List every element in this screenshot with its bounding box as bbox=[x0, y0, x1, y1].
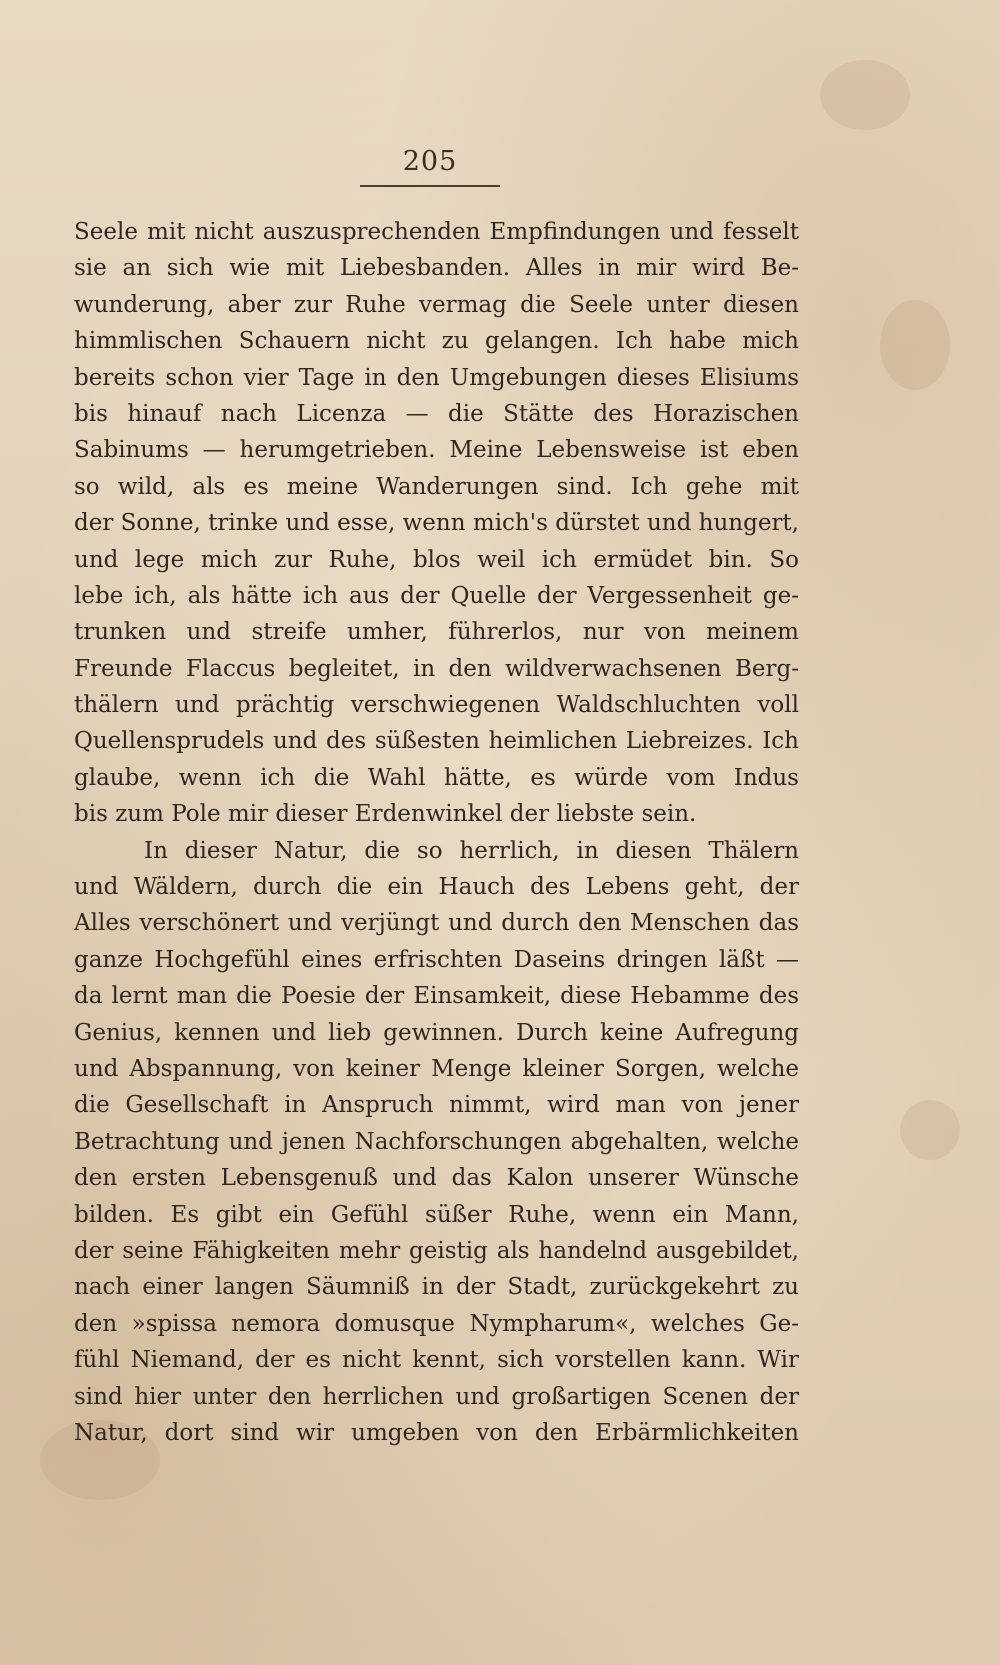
text-line: Freunde Flaccus begleitet, in den wildverwachsenen Berg- bbox=[74, 655, 799, 682]
text-line: Betrachtung und jenen Nachforschungen abgehalten, welche bbox=[74, 1128, 799, 1155]
text-line: die Gesellschaft in Anspruch nimmt, wird man von jener bbox=[74, 1092, 799, 1119]
text-line: glaube, wenn ich die Wahl hätte, es würde vom Indus bbox=[74, 764, 799, 791]
text-line: der seine Fähigkeiten mehr geistig als handelnd ausgebildet, bbox=[74, 1237, 799, 1264]
text-line: lebe ich, als hätte ich aus der Quelle der Vergessenheit ge- bbox=[74, 582, 799, 609]
text-line: himmlischen Schauern nicht zu gelangen. Ich habe mich bbox=[74, 328, 799, 355]
text-line: und Abspannung, von keiner Menge kleiner Sorgen, welche bbox=[74, 1055, 799, 1082]
paragraph-start-line: In dieser Natur, die so herrlich, in diesen Thälern bbox=[144, 837, 799, 864]
text-line: thälern und prächtig verschwiegenen Waldschluchten voll bbox=[74, 692, 799, 719]
text-line: nach einer langen Säumniß in der Stadt, zurückgekehrt zu bbox=[74, 1274, 799, 1301]
text-line: Alles verschönert und verjüngt und durch den Menschen das bbox=[74, 910, 799, 937]
text-line: sie an sich wie mit Liebesbanden. Alles in mir wird Be- bbox=[74, 255, 799, 282]
text-line: so wild, als es meine Wanderungen sind. Ich gehe mit bbox=[74, 473, 799, 500]
text-line: den »spissa nemora domusque Nympharum«, welches Ge- bbox=[74, 1310, 799, 1337]
text-line: fühl Niemand, der es nicht kennt, sich vorstellen kann. Wir bbox=[74, 1347, 799, 1374]
page-number: 205 bbox=[402, 146, 458, 177]
text-line: Sabinums — herumgetrieben. Meine Lebensweise ist eben bbox=[74, 437, 799, 464]
text-line: da lernt man die Poesie der Einsamkeit, diese Hebamme des bbox=[74, 983, 799, 1010]
body-text bbox=[74, 214, 799, 1451]
text-line: Genius, kennen und lieb gewinnen. Durch keine Aufregung bbox=[74, 1019, 799, 1046]
text-line: sind hier unter den herrlichen und großartigen Scenen der bbox=[74, 1383, 799, 1410]
text-line: und lege mich zur Ruhe, blos weil ich ermüdet bin. So bbox=[74, 546, 799, 573]
text-line: wunderung, aber zur Ruhe vermag die Seele unter diesen bbox=[74, 291, 799, 318]
paper-stain bbox=[880, 300, 950, 390]
text-line: bereits schon vier Tage in den Umgebungen dieses Elisiums bbox=[74, 364, 799, 391]
text-line: und Wäldern, durch die ein Hauch des Lebens geht, der bbox=[74, 874, 799, 901]
paper-stain bbox=[900, 1100, 960, 1160]
text-line: Natur, dort sind wir umgeben von den Erbärmlichkeiten bbox=[74, 1419, 799, 1446]
text-line: ganze Hochgefühl eines erfrischten Daseins dringen läßt — bbox=[74, 946, 799, 973]
text-line: bilden. Es gibt ein Gefühl süßer Ruhe, wenn ein Mann, bbox=[74, 1201, 799, 1228]
text-line: der Sonne, trinke und esse, wenn mich's dürstet und hungert, bbox=[74, 510, 799, 537]
text-line: Seele mit nicht auszusprechenden Empfindungen und fesselt bbox=[74, 219, 799, 245]
header-rule bbox=[360, 185, 500, 187]
text-line: den ersten Lebensgenuß und das Kalon unserer Wünsche bbox=[74, 1165, 799, 1192]
text-line: bis hinauf nach Licenza — die Stätte des Horazischen bbox=[74, 400, 799, 427]
paper-stain bbox=[820, 60, 910, 130]
text-line: Quellensprudels und des süßesten heimlichen Liebreizes. Ich bbox=[74, 728, 799, 755]
text-line: bis zum Pole mir dieser Erdenwinkel der liebste sein. bbox=[74, 801, 697, 828]
text-line: trunken und streife umher, führerlos, nur von meinem bbox=[74, 619, 799, 646]
